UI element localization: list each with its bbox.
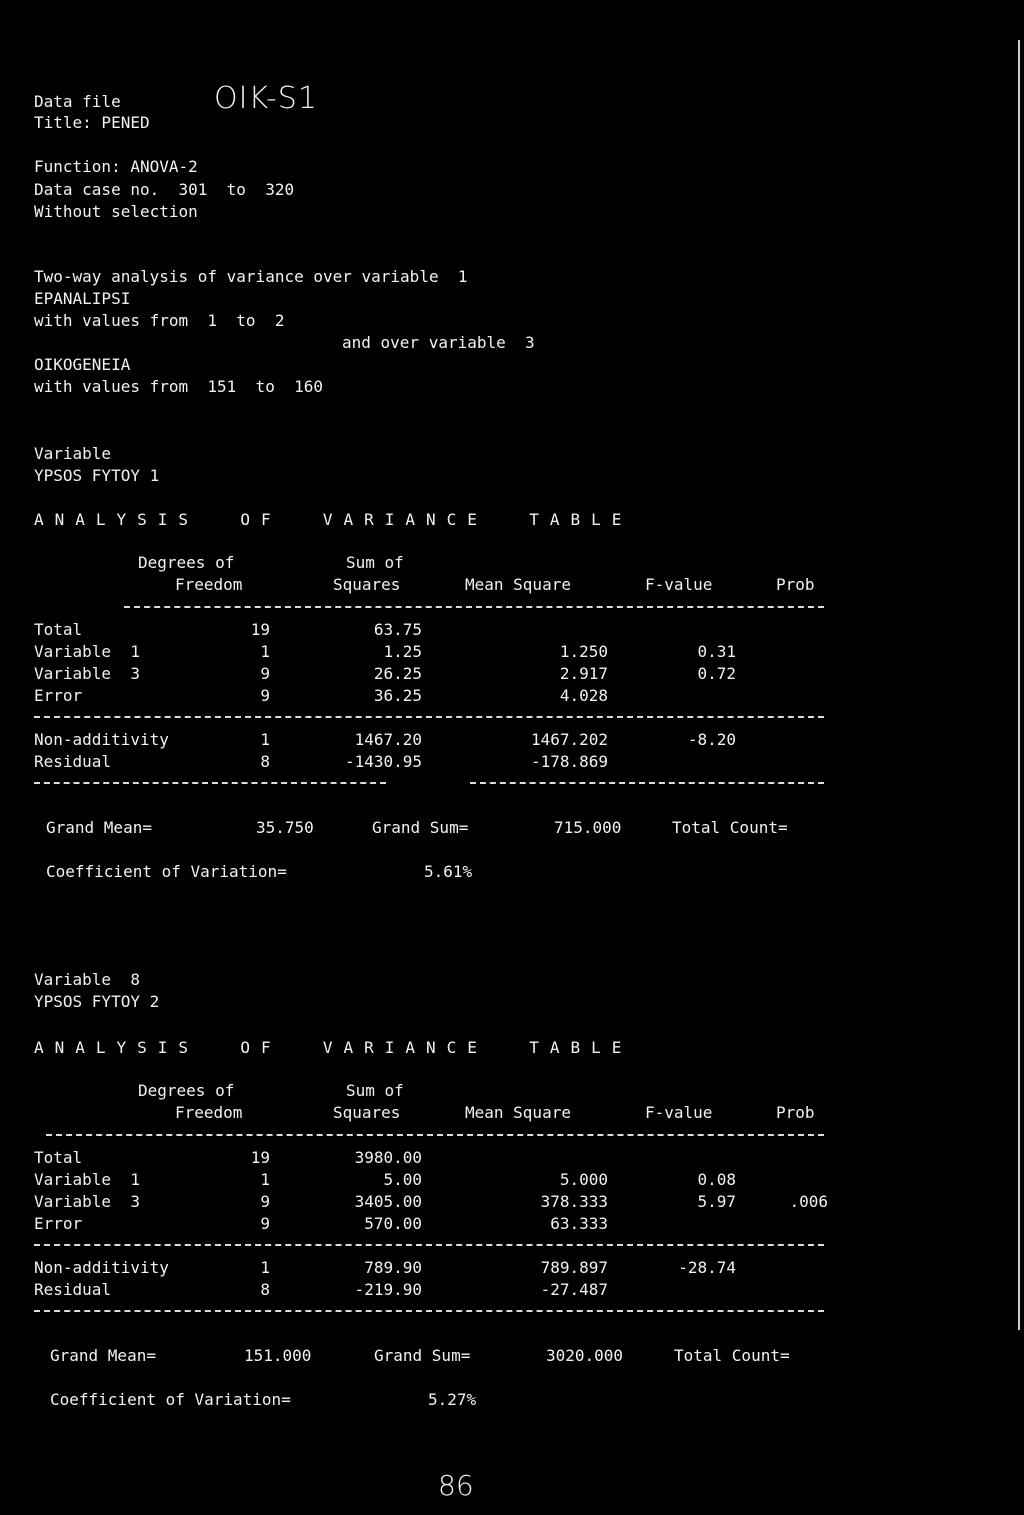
- page-number: 86: [438, 1469, 474, 1502]
- variable-name: YPSOS FYTOY 2: [34, 992, 160, 1011]
- row-dof: 9: [260, 1214, 270, 1233]
- row-source: Error: [34, 686, 83, 705]
- row-f: 0.08: [697, 1170, 736, 1189]
- grand-mean-value: 151.000: [244, 1346, 312, 1365]
- col-header-ss-1: Sum of: [346, 1081, 404, 1100]
- row-ss: 1.25: [383, 642, 422, 661]
- grand-sum-label: Grand Sum=: [374, 1346, 471, 1365]
- row-dof: 8: [260, 752, 270, 771]
- analysis-line: Two-way analysis of variance over variable 1: [34, 267, 468, 286]
- grand-mean-label: Grand Mean=: [46, 818, 152, 837]
- row-ms: 63.333: [550, 1214, 608, 1233]
- row-dof: 1: [260, 1258, 270, 1277]
- grand-sum-value: 3020.000: [546, 1346, 624, 1365]
- col-header-f: F-value: [645, 1103, 713, 1122]
- row-dof: 9: [260, 686, 270, 705]
- data-file-value: OIK-S1: [214, 81, 318, 116]
- row-f: 0.31: [697, 642, 736, 661]
- row-ss: 36.25: [373, 686, 422, 705]
- row-source: Residual: [34, 1280, 112, 1299]
- row-ss: 5.00: [383, 1170, 422, 1189]
- row-ms: -27.487: [540, 1280, 608, 1299]
- var3-name: OIKOGENEIA: [34, 355, 131, 374]
- col-header-ss-2: Squares: [333, 575, 401, 594]
- col-header-dof-2: Freedom: [175, 1103, 243, 1122]
- var1-name: EPANALIPSI: [34, 289, 131, 308]
- row-prob: .006: [789, 1192, 828, 1211]
- var3-values: with values from 151 to 160: [34, 377, 323, 396]
- row-ms: 4.028: [559, 686, 608, 705]
- total-count-label: Total Count=: [674, 1346, 790, 1365]
- title-line: Title: PENED: [34, 113, 150, 132]
- col-header-dof-2: Freedom: [175, 575, 243, 594]
- divider: [34, 782, 386, 784]
- row-source: Total: [34, 1148, 83, 1167]
- row-ms: 1.250: [559, 642, 608, 661]
- var1-values: with values from 1 to 2: [34, 311, 285, 330]
- col-header-ss-2: Squares: [333, 1103, 401, 1122]
- row-ss: 3405.00: [354, 1192, 422, 1211]
- grand-sum-value: 715.000: [554, 818, 622, 837]
- col-header-dof-1: Degrees of: [138, 1081, 235, 1100]
- col-header-ms: Mean Square: [465, 575, 571, 594]
- col-header-dof-1: Degrees of: [138, 553, 235, 572]
- cv-value: 5.27%: [428, 1390, 477, 1409]
- over-variable-line: and over variable 3: [342, 333, 535, 352]
- row-dof: 19: [250, 620, 270, 639]
- row-source: Variable 3: [34, 664, 140, 683]
- page-edge-line: [1018, 40, 1020, 1330]
- grand-mean-value: 35.750: [256, 818, 314, 837]
- variable-label: Variable: [34, 444, 112, 463]
- col-header-ms: Mean Square: [465, 1103, 571, 1122]
- row-dof: 9: [260, 1192, 270, 1211]
- row-ms: 1467.202: [530, 730, 608, 749]
- row-source: Non-additivity: [34, 1258, 169, 1277]
- cv-label: Coefficient of Variation=: [46, 862, 287, 881]
- total-count-label: Total Count=: [672, 818, 788, 837]
- row-source: Variable 1: [34, 642, 140, 661]
- data-case-line: Data case no. 301 to 320: [34, 180, 295, 199]
- grand-mean-label: Grand Mean=: [50, 1346, 156, 1365]
- divider: [46, 1134, 824, 1136]
- data-file-label: Data file: [34, 92, 121, 111]
- row-dof: 1: [260, 730, 270, 749]
- divider: [34, 716, 824, 718]
- row-ms: -178.869: [530, 752, 608, 771]
- table-heading: ANALYSIS OF VARIANCE TABLE: [34, 510, 633, 529]
- cv-label: Coefficient of Variation=: [50, 1390, 291, 1409]
- variable-name: YPSOS FYTOY 1: [34, 466, 160, 485]
- row-ss: 3980.00: [354, 1148, 422, 1167]
- function-line: Function: ANOVA-2: [34, 157, 198, 176]
- table-heading: ANALYSIS OF VARIANCE TABLE: [34, 1038, 633, 1057]
- row-ms: 378.333: [540, 1192, 608, 1211]
- col-header-prob: Prob: [776, 1103, 815, 1122]
- col-header-ss-1: Sum of: [346, 553, 404, 572]
- row-ss: 789.90: [364, 1258, 422, 1277]
- row-ss: 570.00: [364, 1214, 422, 1233]
- col-header-prob: Prob: [776, 575, 815, 594]
- row-ms: 789.897: [540, 1258, 608, 1277]
- row-dof: 19: [250, 1148, 270, 1167]
- grand-sum-label: Grand Sum=: [372, 818, 469, 837]
- row-f: 0.72: [697, 664, 736, 683]
- variable-label: Variable 8: [34, 970, 140, 989]
- row-source: Error: [34, 1214, 83, 1233]
- row-ms: 2.917: [559, 664, 608, 683]
- row-dof: 1: [260, 642, 270, 661]
- divider: [34, 1244, 824, 1246]
- row-source: Non-additivity: [34, 730, 169, 749]
- row-source: Variable 1: [34, 1170, 140, 1189]
- divider: [34, 1310, 824, 1312]
- divider: [124, 606, 824, 608]
- row-ss: 63.75: [373, 620, 422, 639]
- row-dof: 9: [260, 664, 270, 683]
- row-dof: 1: [260, 1170, 270, 1189]
- row-source: Total: [34, 620, 83, 639]
- row-f: -8.20: [687, 730, 736, 749]
- row-source: Variable 3: [34, 1192, 140, 1211]
- col-header-f: F-value: [645, 575, 713, 594]
- row-ss: 26.25: [373, 664, 422, 683]
- divider: [470, 782, 824, 784]
- row-source: Residual: [34, 752, 112, 771]
- row-f: -28.74: [678, 1258, 736, 1277]
- row-ms: 5.000: [559, 1170, 608, 1189]
- selection-line: Without selection: [34, 202, 198, 221]
- row-dof: 8: [260, 1280, 270, 1299]
- row-f: 5.97: [697, 1192, 736, 1211]
- row-ss: 1467.20: [354, 730, 422, 749]
- row-ss: -219.90: [354, 1280, 422, 1299]
- cv-value: 5.61%: [424, 862, 473, 881]
- row-ss: -1430.95: [344, 752, 422, 771]
